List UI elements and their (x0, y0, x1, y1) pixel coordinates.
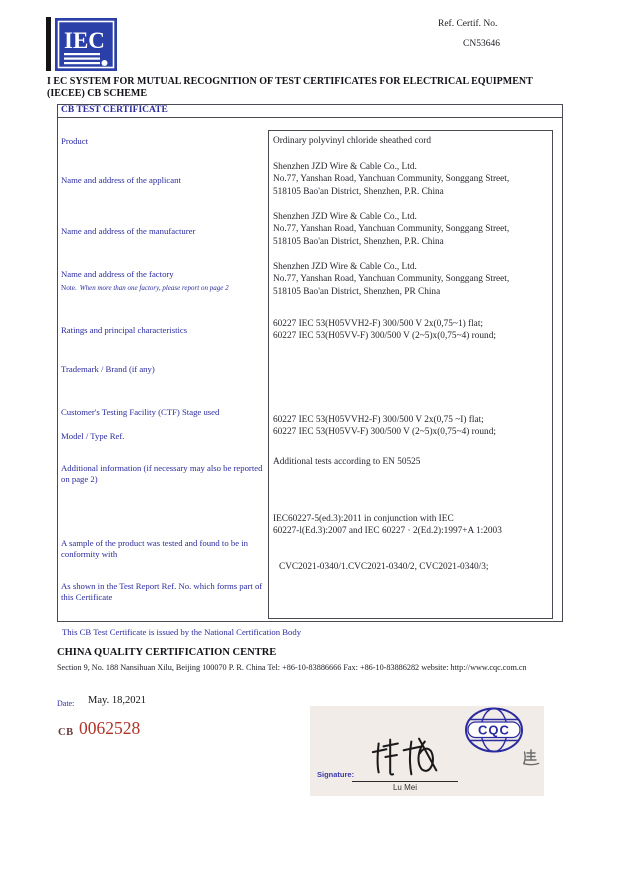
scheme-heading-line2: (IECEE) CB SCHEME (47, 87, 148, 99)
label-test-report: As shown in the Test Report Ref. No. which forms part of this Certificate (61, 581, 263, 602)
ref-certif-no-value: CN53646 (463, 39, 500, 49)
certification-body-address: Section 9, No. 188 Nansihuan Xilu, Beijing 100070 P. R. China Tel: +86-10-83886666 Fax: +86-10-83886282 website: http://www.cqc.com.cn (57, 663, 527, 672)
value-test-report: CVC2021-0340/1.CVC2021-0340/2, CVC2021-0340/3; (279, 562, 489, 572)
factory-note (61, 284, 271, 292)
certificate-title: CB TEST CERTIFICATE (61, 105, 168, 115)
value-factory-line2: No.77, Yanshan Road, Yanchuan Community, Songgang Street, (273, 274, 510, 285)
value-model-line2: 60227 IEC 53(H05VV-F) 300/500 V (2~5)x(0,75~4) round; (273, 427, 496, 438)
value-manufacturer-line3: 518105 Bao'an District, Shenzhen, P.R. China (273, 236, 444, 247)
value-factory (273, 261, 549, 298)
scheme-heading (47, 76, 567, 99)
value-applicant (273, 161, 549, 198)
value-model-type-ref (273, 414, 549, 439)
ref-certif-no-label: Ref. Certif. No. (438, 19, 498, 29)
cqc-logo (463, 706, 525, 754)
value-manufacturer-line1: Shenzhen JZD Wire & Cable Co., Ltd. (273, 212, 417, 222)
value-applicant-line1: Shenzhen JZD Wire & Cable Co., Ltd. (273, 162, 417, 172)
cb-certificate-number: 0062528 (79, 718, 141, 738)
scheme-heading-line1: I EC SYSTEM FOR MUTUAL RECOGNITION OF TEST CERTIFICATES FOR ELECTRICAL EQUIPMENT (47, 76, 533, 87)
value-manufacturer (273, 211, 549, 248)
date-label: Date: (57, 699, 75, 708)
label-ctf-stage: Customer's Testing Facility (CTF) Stage used (61, 407, 220, 417)
cqc-logo-text: CQC (478, 722, 510, 738)
label-model-type-ref: Model / Type Ref. (61, 431, 125, 441)
value-conformity (273, 513, 549, 538)
signatory-name: Lu Mei (392, 783, 417, 792)
logo-left-bar (46, 17, 51, 71)
certification-body-name: CHINA QUALITY CERTIFICATION CENTRE (57, 647, 277, 658)
label-product: Product (61, 136, 89, 146)
title-divider (57, 117, 563, 118)
value-conformity-line2: 60227-l(Ed.3):2007 and IEC 60227 · 2(Ed.2):1997+A 1:2003 (273, 526, 502, 537)
signature-label: Signature: (317, 770, 355, 779)
label-factory: Name and address of the factory (61, 269, 174, 279)
value-factory-line3: 518105 Bao'an District, Shenzhen, PR China (273, 286, 441, 297)
iec-logo (55, 18, 117, 71)
value-ratings (273, 318, 549, 343)
label-additional-info: Additional information (if necessary may also be reported on page 2) (61, 463, 263, 484)
value-applicant-line3: 518105 Bao'an District, Shenzhen, P.R. China (273, 186, 444, 197)
cb-prefix: CB (58, 727, 74, 738)
value-product: Ordinary polyvinyl chloride sheathed cord (273, 136, 432, 146)
factory-note-text: When more than one factory, please report on page 2 (79, 284, 229, 292)
value-factory-line1: Shenzhen JZD Wire & Cable Co., Ltd. (273, 262, 417, 272)
value-applicant-line2: No.77, Yanshan Road, Yanchuan Community, Songgang Street, (273, 174, 510, 185)
value-manufacturer-line2: No.77, Yanshan Road, Yanchuan Community, Songgang Street, (273, 224, 510, 235)
label-conformity: A sample of the product was tested and found to be in conformity with (61, 538, 248, 559)
label-ratings: Ratings and principal characteristics (61, 325, 188, 335)
value-model-line1: 60227 IEC 53(H05VVH2-F) 300/500 V 2x(0,75 ~I) flat; (273, 415, 484, 425)
date-value: May. 18,2021 (88, 695, 146, 706)
factory-note-prefix: Note. (61, 284, 77, 292)
value-additional-info: Additional tests according to EN 50525 (273, 457, 421, 467)
handwritten-signature (350, 731, 465, 781)
issued-by-line: This CB Test Certificate is issued by the National Certification Body (62, 627, 302, 637)
label-manufacturer: Name and address of the manufacturer (61, 226, 196, 236)
label-trademark: Trademark / Brand (if any) (61, 364, 155, 374)
label-applicant: Name and address of the applicant (61, 175, 181, 185)
values-inner-border (268, 130, 553, 619)
value-conformity-line1: IEC60227-5(ed.3):2011 in conjunction with IEC (273, 514, 454, 524)
stamp-character-jian (522, 748, 540, 766)
value-ratings-line1: 60227 IEC 53(H05VVH2-F) 300/500 V 2x(0,75~1) flat; (273, 319, 483, 329)
signature-underline (352, 781, 458, 782)
value-ratings-line2: 60227 IEC 53(H05VV-F) 300/500 V (2~5)x(0,75~4) round; (273, 331, 496, 342)
iec-logo-text: IEC (64, 28, 105, 53)
